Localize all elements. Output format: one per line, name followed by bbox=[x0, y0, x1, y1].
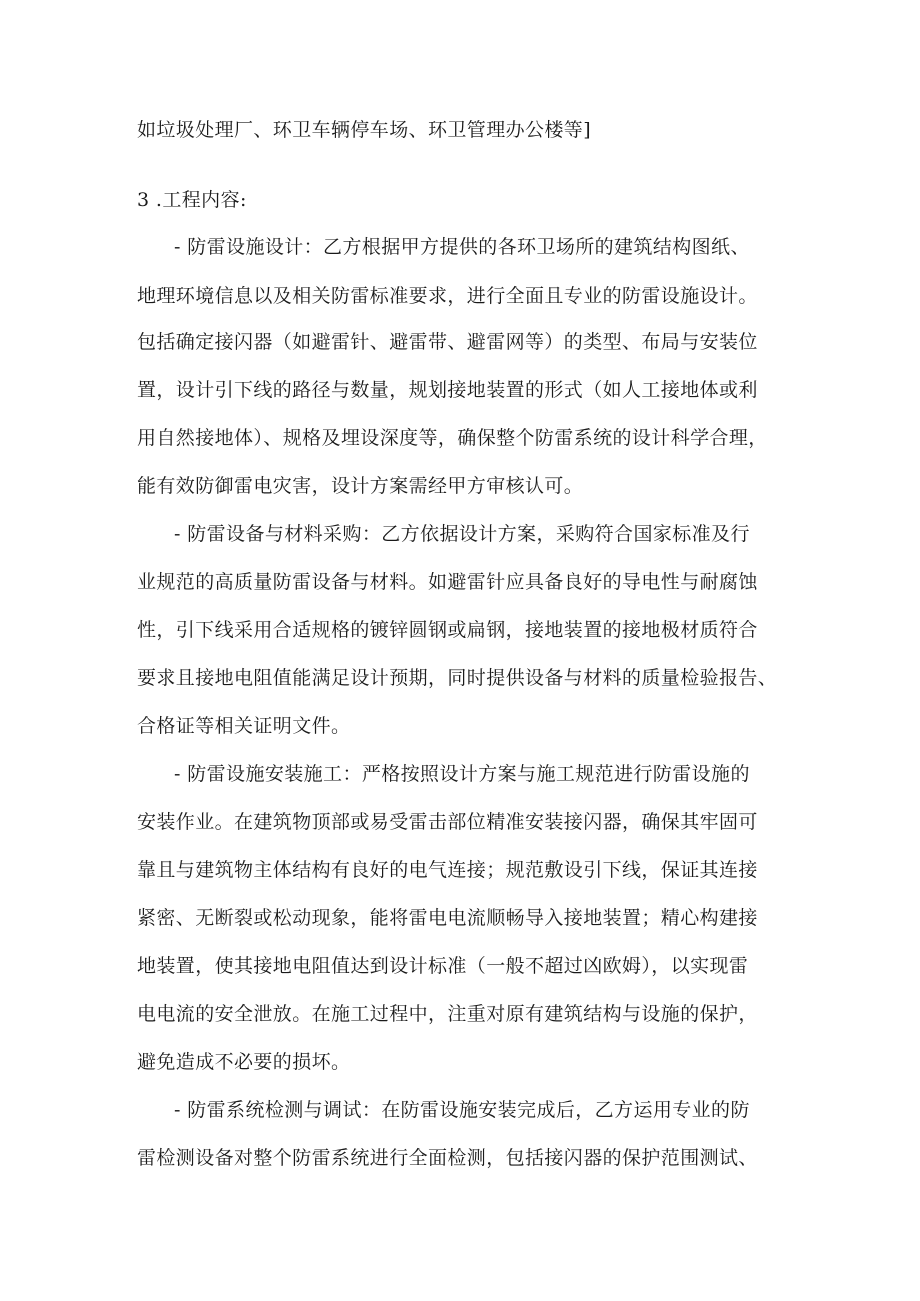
paragraph-line: 要求且接地电阻值能满足设计预期，同时提供设备与材料的质量检验报告、 bbox=[137, 667, 778, 689]
paragraph-line: - 防雷设施安装施工：严格按照设计方案与施工规范进行防雷设施的 bbox=[174, 763, 750, 785]
paragraph-line: 避免造成不必要的损坏。 bbox=[137, 1051, 351, 1073]
paragraph-line: - 防雷系统检测与调试：在防雷设施安装完成后，乙方运用专业的防 bbox=[174, 1099, 750, 1121]
paragraph-line: 合格证等相关证明文件。 bbox=[137, 715, 351, 737]
paragraph-line: 电电流的安全泄放。在施工过程中，注重对原有建筑结构与设施的保护， bbox=[137, 1003, 758, 1025]
paragraph-line: 性，引下线采用合适规格的镀锌圆钢或扁钢，接地装置的接地极材质符合 bbox=[137, 619, 758, 641]
paragraph-line: 地理环境信息以及相关防雷标准要求，进行全面且专业的防雷设施设计。 bbox=[137, 285, 758, 307]
paragraph-line: 置，设计引下线的路径与数量，规划接地装置的形式（如人工接地体或利 bbox=[137, 379, 758, 401]
text-line: 如垃圾处理厂、环卫车辆停车场、环卫管理办公楼等] bbox=[137, 119, 592, 141]
paragraph-line: - 防雷设备与材料采购：乙方依据设计方案，采购符合国家标准及行 bbox=[174, 523, 750, 545]
paragraph-line: 地装置，使其接地电阻值达到设计标准（一般不超过凶欧姆），以实现雷 bbox=[137, 955, 749, 977]
paragraph-line: 紧密、无断裂或松动现象，能将雷电电流顺畅导入接地装置；精心构建接 bbox=[137, 907, 758, 929]
paragraph-line: 安装作业。在建筑物顶部或易受雷击部位精准安装接闪器，确保其牢固可 bbox=[137, 811, 758, 833]
paragraph-line: 用自然接地体）、规格及埋设深度等，确保整个防雷系统的设计科学合理， bbox=[137, 427, 768, 449]
paragraph-line: 业规范的高质量防雷设备与材料。如避雷针应具备良好的导电性与耐腐蚀 bbox=[137, 571, 758, 593]
paragraph-line: 包括确定接闪器（如避雷针、避雷带、避雷网等）的类型、布局与安装位 bbox=[137, 331, 758, 353]
paragraph-line: 靠且与建筑物主体结构有良好的电气连接；规范敷设引下线，保证其连接 bbox=[137, 859, 758, 881]
section-heading: 3 .工程内容: bbox=[137, 189, 247, 211]
paragraph-line: 能有效防御雷电灾害，设计方案需经甲方审核认可。 bbox=[137, 475, 584, 497]
paragraph-line: - 防雷设施设计：乙方根据甲方提供的各环卫场所的建筑结构图纸、 bbox=[174, 236, 750, 258]
paragraph-line: 雷检测设备对整个防雷系统进行全面检测，包括接闪器的保护范围测试、 bbox=[137, 1147, 758, 1169]
